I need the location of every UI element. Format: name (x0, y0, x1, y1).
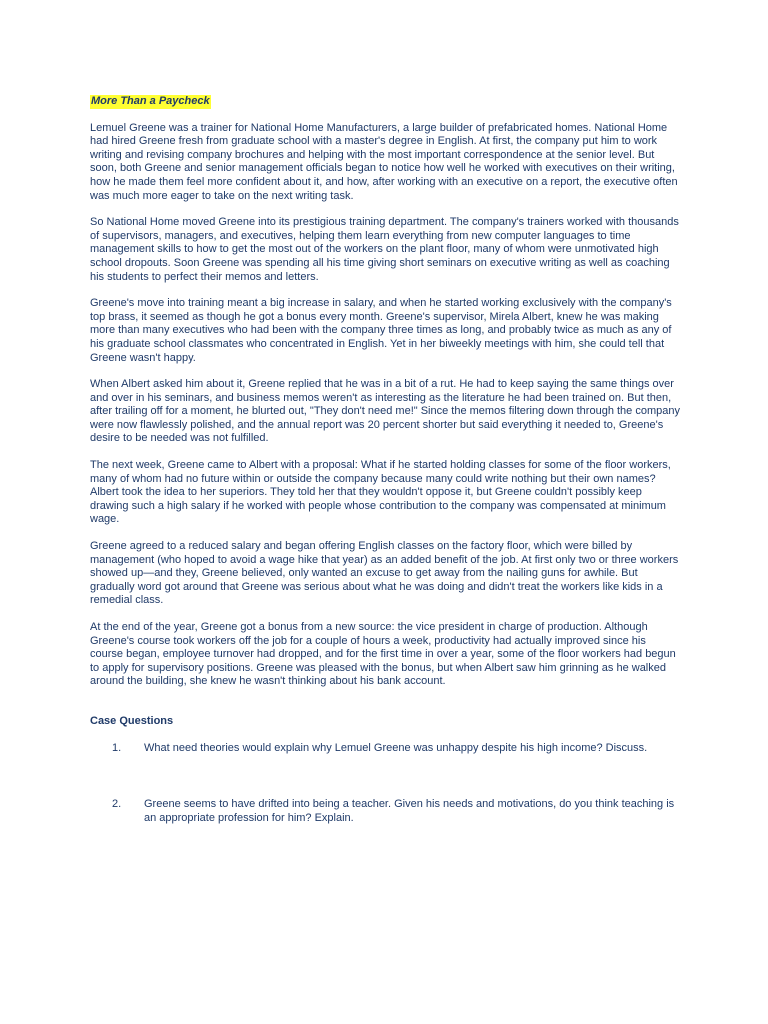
question-number: 1. (112, 741, 122, 754)
document-body (90, 95, 680, 825)
question-item (90, 742, 680, 756)
question-text: What need theories would explain why Lemuel Greene was unhappy despite his high income? Discuss. (144, 741, 648, 754)
paragraph: Greene's move into training meant a big increase in salary, and when he started working exclusively with the company's top brass, it seemed as though he got a bonus every month. Greene's supervisor, Mirela Albert, knew he was making more than many executives who had been with the company three times as long, and probably twice as much as any of his graduate school classmates who concentrated in English. Yet in her biweekly meetings with him, she could tell that Greene wasn't happy. (90, 297, 672, 364)
paragraph: Lemuel Greene was a trainer for National Home Manufacturers, a large builder of prefabricated homes. National Home had hired Greene fresh from graduate school with a master's degree in English. At first, the company put him to work writing and revising company brochures and helping with the most important correspondence at the senior level. But soon, both Greene and senior management officials began to notice how well he worked with executives on their writing, how he made them feel more confident about it, and how, after working with an executive on a report, the executive often was much more eager to take on the next writing task. (90, 121, 678, 202)
question-item (90, 798, 680, 825)
paragraph: When Albert asked him about it, Greene replied that he was in a bit of a rut. He had to keep saying the same things over and over in his seminars, and business memos weren't as interesting as the literature he had been trained on. But then, after trailing off for a moment, he blurted out, "They don't need me!" Since the memos filtering down through the company were now flawlessly polished, and the annual report was 20 percent shorter but said everything it needed to, Greene's desire to be needed was not fulfilled. (90, 378, 680, 445)
paragraph: At the end of the year, Greene got a bonus from a new source: the vice president in charge of production. Although Greene's course took workers off the job for a couple of hours a week, productivity had actually improved since his course began, employee turnover had dropped, and for the first time in over a year, some of the floor workers had begun to apply for supervisory positions. Greene was pleased with the bonus, but when Albert saw him grinning as he walked around the building, she knew he wasn't thinking about his bank account. (90, 621, 676, 688)
case-questions-heading: Case Questions (90, 714, 174, 727)
case-questions-list (90, 742, 680, 826)
paragraph: So National Home moved Greene into its prestigious training department. The company's trainers worked with thousands of supervisors, managers, and executives, helping them learn everything from new computer languages to time management skills to how to get the most out of the workers on the plant floor, many of whom were unmotivated high school dropouts. Soon Greene was spending all his time giving short seminars on executive writing as well as coaching his students to perfect their memos and letters. (90, 216, 679, 283)
question-number: 2. (112, 798, 122, 811)
question-text: Greene seems to have drifted into being a teacher. Given his needs and motivations, do you think teaching is an appropriate profession for him? Explain. (144, 798, 675, 824)
document-title: More Than a Paycheck (91, 95, 210, 107)
paragraph: The next week, Greene came to Albert with a proposal: What if he started holding classes for some of the floor workers, many of whom had no future within or outside the company because many could write nothing but their own names? Albert took the idea to her superiors. They told her that they wouldn't oppose it, but Greene couldn't possibly keep drawing such a high salary if he worked with people whose contribution to the company was compensated at minimum wage. (90, 459, 671, 526)
paragraph: Greene agreed to a reduced salary and began offering English classes on the factory floor, which were billed by management (who hoped to avoid a wage hike that year) as an added benefit of the job. At first only two or three workers showed up—and they, Greene believed, only wanted an excuse to get away from the nailing guns for awhile. But gradually word got around that Greene was serious about what he was doing and didn't treat the workers like kids in a remedial class. (90, 540, 679, 607)
